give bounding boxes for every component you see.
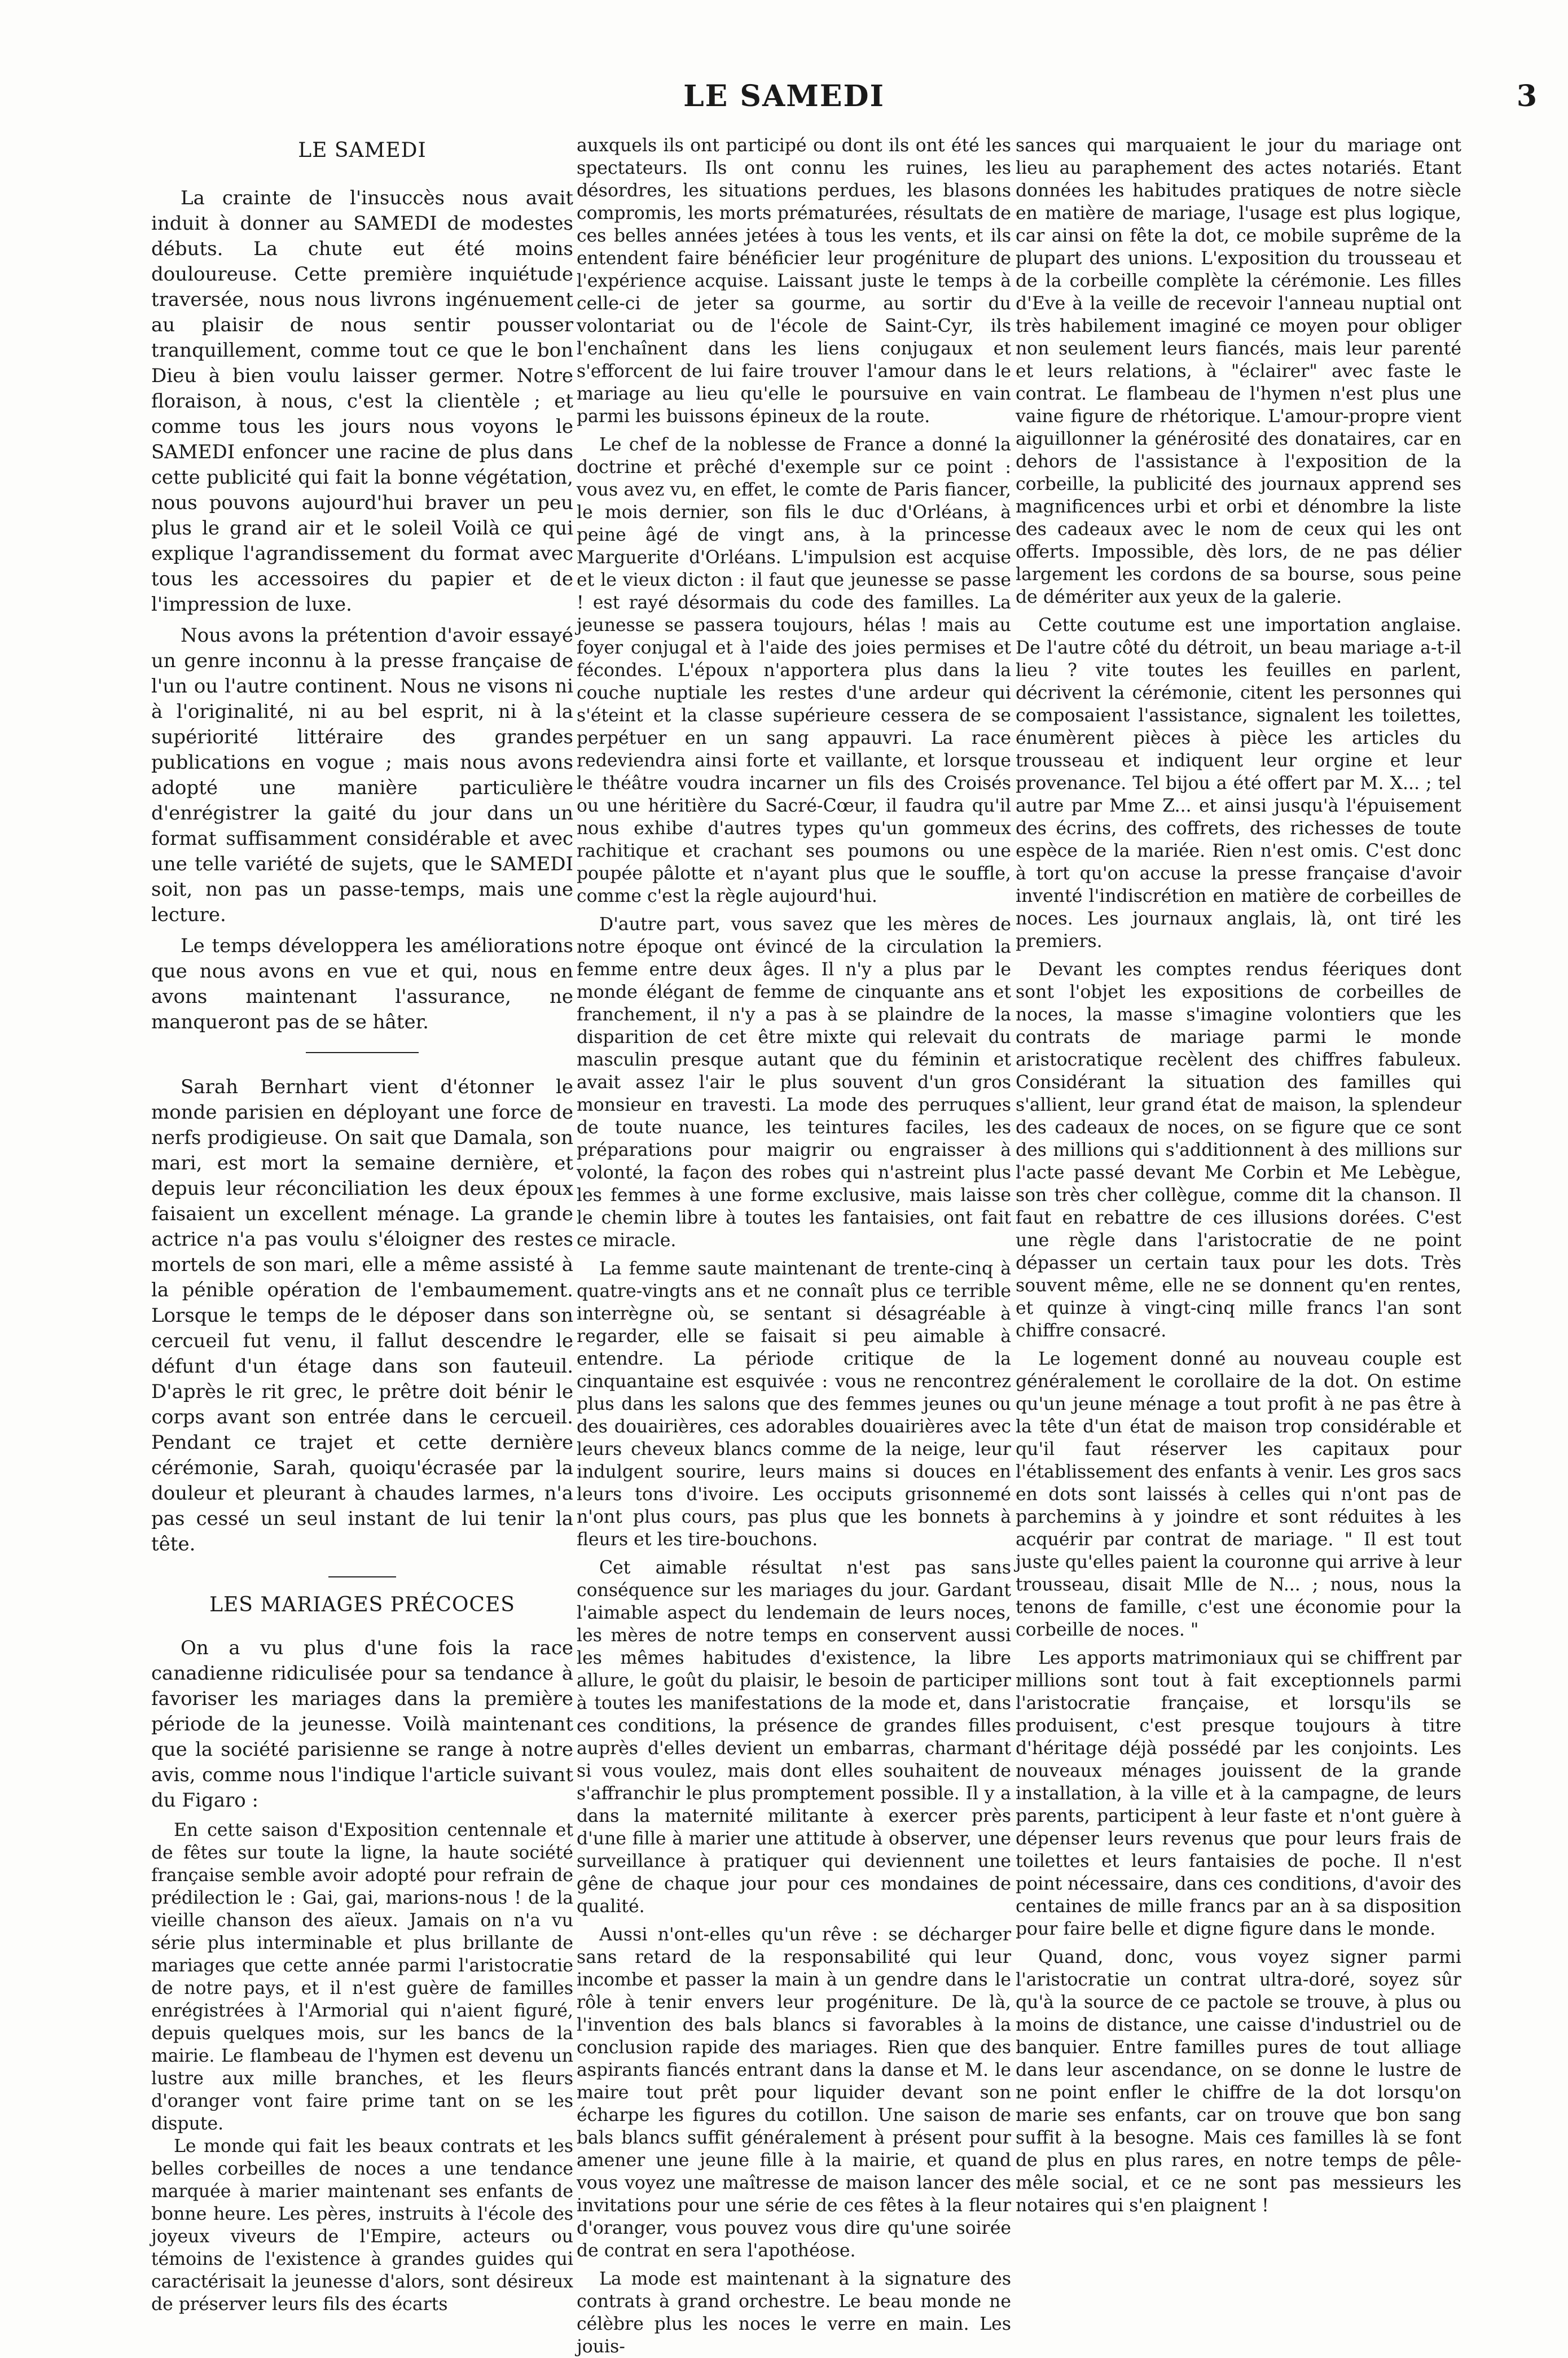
paragraph: Le logement donné au nouveau couple est généralement le corollaire de la dot. On estime qu'un jeune ménage a tout profit à ne pas être à la tête d'un état de maison trop considérable et qu'il faut réserver les capitaux pour l'établissement des enfants à venir. Les gros sacs en dots sont laissés à celles qui n'ont pas de parchemins à y joindre et sont réduites à les acquérir par contrat de mariage. " Il est tout juste qu'elles paient la couronne qui arrive à leur trousseau, disait Mlle de N... ; nous, nous la tenons de famille, c'est une économie pour la corbeille de noces. " bbox=[1016, 1349, 1461, 1640]
paragraph: auxquels ils ont participé ou dont ils ont été les spectateurs. Ils ont connu les ruines, les désordres, les situations perdues, les blasons compromis, les morts prématurées, résultats de ces belles années jetées à tous les vents, et ils entendent faire bénéficier leur progéniture de l'expérience acquise. Laissant juste le temps à celle-ci de jeter sa gourme, au sortir du volontariat ou de l'école de Saint-Cyr, ils l'enchaînent dans les liens conjugaux et s'efforcent de lui faire trouver l'amour dans le mariage au lieu qu'elle le poursuive en vain parmi les buissons épineux de la route. bbox=[577, 135, 1011, 427]
paragraph: Devant les comptes rendus féeriques dont sont l'objet les expositions de corbeilles de noces, la masse s'imagine volontiers que les contrats de mariage parmi le monde aristocratique recèlent des chiffres fabuleux. Considérant la situation des familles qui s'allient, leur grand état de maison, la splendeur des cadeaux de noces, on se figure que ce sont des millions qui s'additionnent à des millions sur l'acte passé devant Me Corbin et Me Lebègue, son très cher collègue, comme dit la chanson. Il faut en rebattre de ces illusions dorées. C'est une règle dans l'aristocratie de ne point dépasser un certain taux pour les dots. Très souvent même, elle ne se donnent qu'en rentes, et quinze à vingt-cinq mille francs l'an sont chiffre consacré. bbox=[1016, 959, 1461, 1341]
divider-rule bbox=[306, 1052, 419, 1053]
paragraph: La mode est maintenant à la signature des contrats à grand orchestre. Le beau monde ne célèbre plus les noces le verre en main. Les jouis- bbox=[577, 2269, 1011, 2357]
section-title-le-samedi: LE SAMEDI bbox=[298, 139, 427, 162]
newspaper-title: LE SAMEDI bbox=[683, 79, 885, 113]
paragraph: Les apports matrimoniaux qui se chiffrent par millions sont tout à fait exceptionnels parmi l'aristocratie française, et lorsqu'ils se produisent, c'est presque toujours à titre d'héritage déjà possédé par les conjoints. Les nouveaux ménages jouissent de la grande installation, à la ville et à la campagne, de leurs parents, participent à leur faste et n'ont guère à dépenser leurs revenus que pour leurs frais de toilettes et leurs fantaisies de poche. Il n'est point nécessaire, dans ces conditions, d'avoir des centaines de mille francs par an à sa disposition pour faire belle et digne figure dans le monde. bbox=[1016, 1648, 1461, 1939]
column-3 bbox=[1016, 134, 1461, 2245]
section-title-mariages-precoces: LES MARIAGES PRÉCOCES bbox=[209, 1593, 515, 1616]
paragraph: Aussi n'ont-elles qu'un rêve : se décharger sans retard de la responsabilité qui leur incombe et passer la main à un gendre dans le rôle à tenir envers leur progéniture. De là, l'invention des bals blancs si favorables à la conclusion rapide des mariages. Rien que des aspirants fiancés entrant dans la danse et M. le maire tout prêt pour liquider devant son écharpe les figures du cotillon. Une saison de bals blancs suffit généralement à présent pour amener une jeune fille à la mairie, et quand vous voyez une maîtresse de maison lancer des invitations pour une série de ces fêtes à la fleur d'oranger, vous pouvez vous dire qu'une soirée de contrat en sera l'apothéose. bbox=[577, 1925, 1011, 2261]
page-number: 3 bbox=[1516, 79, 1537, 113]
paragraph: D'autre part, vous savez que les mères de notre époque ont évincé de la circulation la femme entre deux âges. Il n'y a plus par le monde élégant de femme de cinquante ans et franchement, il n'y a pas à se plaindre de la disparition de cet être mixte qui relevait du masculin presque autant que du féminin et avait assez l'air le plus souvent d'un gros monsieur en travesti. La mode des perruques de toute nuance, les teintures faciles, les préparations pour maigrir ou engraisser à volonté, la façon des robes qui n'astreint plus les femmes à une forme exclusive, mais laisse le chemin libre à toutes les fantaisies, ont fait ce miracle. bbox=[577, 914, 1011, 1251]
paragraph-intro: On a vu plus d'une fois la race canadienne ridiculisée pour sa tendance à favoriser les mariages dans la première période de la jeunesse. Voilà maintenant que la société parisienne se range à notre avis, comme nous l'indique l'article suivant du Figaro : bbox=[151, 1637, 573, 1812]
paragraph: La crainte de l'insuccès nous avait induit à donner au SAMEDI de modestes débuts. La chute eut été moins douloureuse. Cette première inquiétude traversée, nous nous livrons ingénuement au plaisir de nous sentir pousser tranquillement, comme tout ce que le bon Dieu à bien voulu laisser germer. Notre floraison, à nous, c'est la clientèle ; et comme tous les jours nous voyons le SAMEDI enfoncer une racine de plus dans cette publicité qui fait la bonne végétation, nous pouvons aujourd'hui braver un peu plus le grand air et le soleil Voilà ce qui explique l'agrandissement du format avec tous les accessoires du papier et de l'impression de luxe. bbox=[151, 187, 573, 616]
paragraph-bernhardt: Sarah Bernhart vient d'étonner le monde parisien en déployant une force de nerfs prodigieuse. On sait que Damala, son mari, est mort la semaine dernière, et depuis leur réconciliation les deux époux faisaient un excellent ménage. La grande actrice n'a pas voulu s'éloigner des restes mortels de son mari, elle a même assisté à la pénible opération de l'embaumement. Lorsque le temps de le déposer dans son cercueil fut venu, il fallut descendre le défunt d'un étage dans son fauteuil. D'après le rit grec, le prêtre doit bénir le corps avant son entrée dans le cercueil. Pendant ce trajet et cette dernière cérémonie, Sarah, quoiqu'écrasée par la douleur et pleurant à chaudes larmes, n'a pas cessé un seul instant de lui tenir la tête. bbox=[151, 1076, 573, 1555]
figaro-paragraph: Le monde qui fait les beaux contrats et les belles corbeilles de noces a une tendance marquée à marier maintenant ses enfants de bonne heure. Les pères, instruits à l'école des joyeux viveurs de l'Empire, acteurs ou témoins de l'existence à grandes guides qui caractérisait la jeunesse d'alors, sont désireux de préserver leurs fils des écarts bbox=[151, 2136, 573, 2315]
paragraph: Quand, donc, vous voyez signer parmi l'aristocratie un contrat ultra-doré, soyez sûr qu'à la source de ce pactole se trouve, à plus ou moins de distance, une caisse d'industriel ou de banquier. Entre familles pures de tout alliage dans leur ascendance, on se donne le lustre de ne point enfler le chiffre de la dot lorsqu'on marie ses enfants, car on trouve que bon sang suffit à la besogne. Mais ces familles là se font de plus en plus rares, en notre temps de pêle-mêle social, et ce ne sont pas messieurs les notaires qui s'en plaignent ! bbox=[1016, 1947, 1461, 2216]
paragraph: La femme saute maintenant de trente-cinq à quatre-vingts ans et ne connaît plus ce terrible interrègne où, se sentant si désagréable à regarder, elle se faisait si peu aimable à entendre. La période critique de la cinquantaine est esquivée : vous ne rencontrez plus dans les salons que des femmes jeunes ou des douairières, ces adorables douairières avec leurs cheveux blancs comme de la neige, leur indulgent sourire, leurs mains si douces en leurs tons d'ivoire. Les occiputs grisonnemé n'ont plus cours, pas plus que les bonnets à fleurs et les tire-bouchons. bbox=[577, 1259, 1011, 1550]
paragraph: Nous avons la prétention d'avoir essayé un genre inconnu à la presse française de l'un ou l'autre continent. Nous ne visons ni à l'originalité, ni au bel esprit, ni à la supériorité littéraire des grandes publications en vogue ; mais nous avons adopté une manière particulière d'enrégistrer la gaité du jour dans un format suffisamment considérable et avec une telle variété de sujets, que le SAMEDI soit, non pas un passe-temps, mais une lecture. bbox=[151, 624, 573, 926]
divider-rule bbox=[328, 1576, 396, 1577]
running-head bbox=[0, 79, 1568, 119]
paragraph: sances qui marquaient le jour du mariage ont lieu au paraphement des actes notariés. Etant données les habitudes pratiques de notre siècle en matière de mariage, l'usage est plus logique, car ainsi on fête la dot, ce mobile suprême de la plupart des unions. L'exposition du trousseau et de la corbeille complète la cérémonie. Les filles d'Eve à la veille de recevoir l'anneau nuptial ont très habilement imaginé ce moyen pour obliger non seulement leurs fiancés, mais leur parenté et leurs relations, à "éclairer" avec faste le contrat. Le flambeau de l'hymen n'est plus une vaine figure de rhétorique. L'amour-propre vient aiguillonner la générosité des donataires, car en dehors de l'assistance à l'exposition de la corbeille, la publicité des journaux apprend ses magnificences urbi et orbi et dénombre la liste des cadeaux avec le nom de ceux qui les ont offerts. Impossible, dès lors, de ne pas délier largement les cordons de sa bourse, sous peine de démériter aux yeux de la galerie. bbox=[1016, 135, 1461, 607]
figaro-paragraph: En cette saison d'Exposition centennale et de fêtes sur toute la ligne, la haute société française semble avoir adopté pour refrain de prédilection le : Gai, gai, marions-nous ! de la vieille chanson des aïeux. Jamais on n'a vu série plus interminable et plus brillante de mariages que cette année parmi l'aristocratie de notre pays, et il n'est guère de familles enrégistrées à l'Armorial qui n'aient figuré, depuis quelques mois, sur les bancs de la mairie. Le flambeau de l'hymen est devenu un lustre aux mille branches, et les fleurs d'oranger vont faire prime tant on se les dispute. bbox=[151, 1820, 573, 2134]
paragraph: Le chef de la noblesse de France a donné la doctrine et prêché d'exemple sur ce point : vous avez vu, en effet, le comte de Paris fiancer, le mois dernier, son fils le duc d'Orléans, à peine âgé de vingt ans, à la princesse Marguerite d'Orléans. L'impulsion est acquise et le vieux dicton : il faut que jeunesse se passe ! est rayé désormais du code des familles. La jeunesse se passera toujours, hélas ! mais au foyer conjugal et à l'aide des joies permises et fécondes. L'époux n'apportera plus dans la couche nuptiale les restes d'une ardeur qui s'éteint et la classe supérieure cessera de se perpétuer en un sang appauvri. La race redeviendra ainsi forte et vaillante, et lorsque le théâtre voudra incarner un fils des Croisés ou une héritière du Sacré-Cœur, il faudra qu'il nous exhibe d'autres types qu'un gommeux rachitique et crachant ses poumons ou une poupée pâlotte et n'ayant plus que le souffle, comme c'est la règle aujourd'hui. bbox=[577, 435, 1011, 906]
paragraph: Cet aimable résultat n'est pas sans conséquence sur les mariages du jour. Gardant l'aimable aspect du lendemain de leurs noces, les mères de notre temps en conservent aussi les mêmes habitudes d'existence, la libre allure, le goût du plaisir, le besoin de participer à toutes les manifestations de la mode et, dans ces conditions, la présence de grandes filles auprès d'elles devient un embarras, charmant si vous voulez, mais dont elles souhaitent de s'affranchir le plus promptement possible. Il y a dans la maternité militante à exercer près d'une fille à marier une attitude à observer, une surveillance à pratiquer qui deviennent une gêne de chaque jour pour ces mondaines de qualité. bbox=[577, 1558, 1011, 1917]
column-1 bbox=[151, 134, 573, 2315]
paragraph: Cette coutume est une importation anglaise. De l'autre côté du détroit, un beau mariage a-t-il lieu ? vite toutes les feuilles en parlent, décrivent la cérémonie, citent les personnes qui composaient l'assistance, signalent les toilettes, énumèrent pièces à pièce les articles du trousseau et indiquent leur orgine et leur provenance. Tel bijou a été offert par M. X... ; tel autre par Mme Z... et ainsi jusqu'à l'épuisement des écrins, des coffrets, des richesses de toute espèce de la mariée. Rien n'est omis. C'est donc à tort qu'on accuse la presse française d'avoir inventé l'indiscrétion en matière de corbeilles de noces. Les journaux anglais, là, ont tiré les premiers. bbox=[1016, 615, 1461, 952]
paragraph: Le temps développera les améliorations que nous avons en vue et qui, nous en avons maintenant l'assurance, ne manqueront pas de se hâter. bbox=[151, 935, 573, 1033]
column-2 bbox=[577, 134, 1011, 2357]
